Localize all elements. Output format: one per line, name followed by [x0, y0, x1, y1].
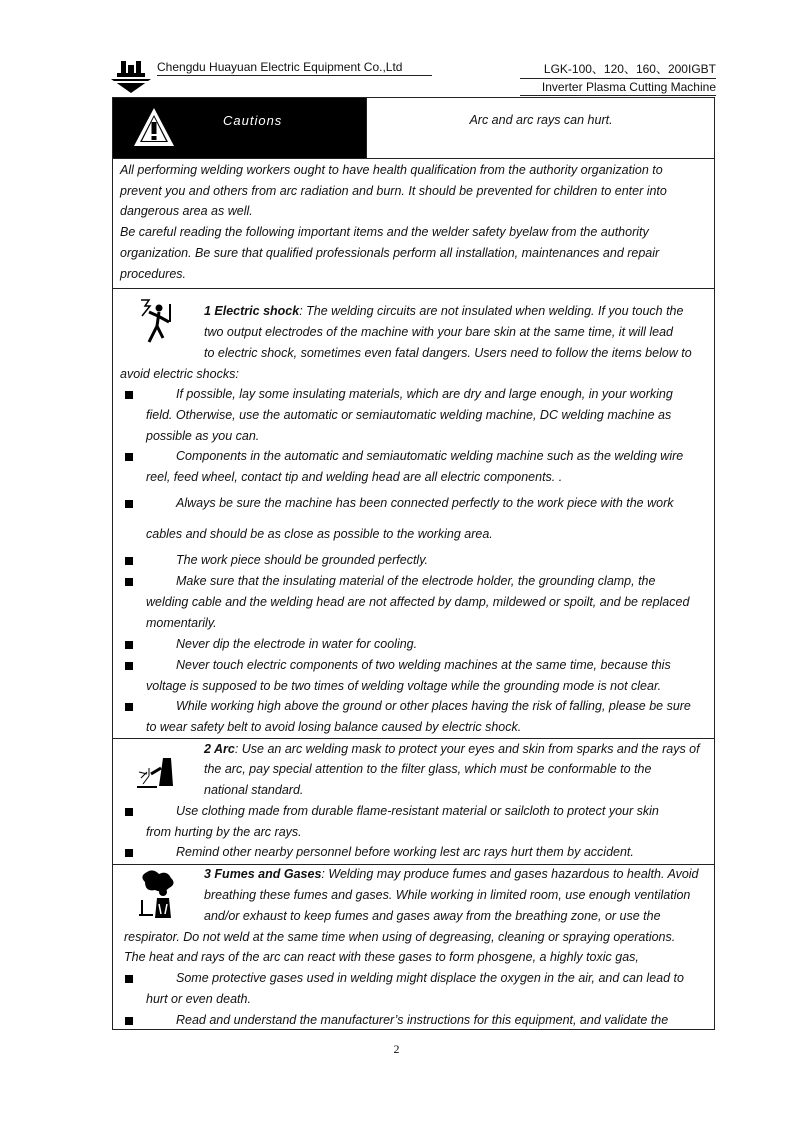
fumes-intro-text: : Welding may produce fumes and gases hazardous to health. Avoid — [321, 867, 699, 881]
bullet-text: The work piece should be grounded perfectly. — [176, 553, 429, 567]
bullet-marker — [125, 641, 133, 649]
arc-heading: 2 Arc — [204, 742, 235, 756]
intro-line: dangerous area as well. — [120, 204, 253, 218]
shock-heading: 1 Electric shock — [204, 304, 300, 318]
caution-banner — [113, 98, 367, 158]
shock-intro-text: : The welding circuits are not insulated when welding. If you touch the — [299, 304, 684, 318]
bullet-text: momentarily. — [146, 616, 217, 630]
bullet-text: Read and understand the manufacturer’s instructions for this equipment, and validate the — [176, 1013, 669, 1027]
bullet-text: field. Otherwise, use the automatic or semiautomatic welding machine, DC welding machine as — [146, 408, 672, 422]
intro-line: organization. Be sure that qualified professionals perform all installation, maintenances and repair — [120, 246, 660, 260]
bullet-marker — [125, 391, 133, 399]
intro-line: procedures. — [120, 267, 187, 281]
bullet-text: Use clothing made from durable flame-resistant material or sailcloth to protect your skin — [176, 804, 659, 818]
shock-line-1 — [204, 304, 683, 318]
arc-line: the arc, pay special attention to the filter glass, which must be conformable to the — [204, 762, 652, 776]
company-name: Chengdu Huayuan Electric Equipment Co.,Ltd — [157, 60, 432, 76]
page-number: 2 — [393, 1042, 400, 1056]
model-numbers: LGK-100、120、160、200IGBT — [520, 60, 716, 79]
bullet-marker — [125, 500, 133, 508]
product-name: Inverter Plasma Cutting Machine — [520, 80, 716, 96]
bullet-text: Never touch electric components of two welding machines at the same time, because this — [176, 658, 671, 672]
shock-line: avoid electric shocks: — [120, 367, 239, 381]
fumes-line: The heat and rays of the arc can react with these gases to form phosgene, a highly toxic gas, — [124, 950, 639, 964]
bullet-marker — [125, 557, 133, 565]
bullet-text: possible as you can. — [146, 429, 260, 443]
arc-line-1 — [204, 742, 700, 756]
bullet-text: cables and should be as close as possible to the working area. — [146, 527, 493, 541]
fumes-line: and/or exhaust to keep fumes and gases away from the breathing zone, or use the — [204, 909, 661, 923]
bullet-text: While working high above the ground or other places having the risk of falling, please be sure — [176, 699, 691, 713]
bullet-text: to wear safety belt to avoid losing balance caused by electric shock. — [146, 720, 522, 734]
fumes-line-1 — [204, 867, 699, 881]
fumes-heading: 3 Fumes and Gases — [204, 867, 322, 881]
section-divider — [113, 158, 714, 159]
fumes-icon — [137, 870, 179, 920]
bullet-text: Always be sure the machine has been connected perfectly to the work piece with the work — [176, 496, 674, 510]
fumes-line: respirator. Do not weld at the same time when using of degreasing, cleaning or spraying operations. — [124, 930, 676, 944]
electric-shock-icon — [135, 298, 177, 346]
bullet-text: If possible, lay some insulating materials, which are dry and large enough, in your working — [176, 387, 673, 401]
intro-line: All performing welding workers ought to have health qualification from the authority organization to — [120, 163, 663, 177]
section-divider — [113, 738, 714, 739]
bullet-text: voltage is supposed to be two times of welding voltage while the grounding mode is not clear. — [146, 679, 662, 693]
bullet-marker — [125, 662, 133, 670]
bullet-text: Make sure that the insulating material of the electrode holder, the grounding clamp, the — [176, 574, 656, 588]
arc-intro-text: : Use an arc welding mask to protect your eyes and skin from sparks and the rays of — [234, 742, 700, 756]
arc-line: national standard. — [204, 783, 304, 797]
fumes-line: breathing these fumes and gases. While working in limited room, use enough ventilation — [204, 888, 691, 902]
bullet-text: Never dip the electrode in water for cooling. — [176, 637, 418, 651]
bullet-marker — [125, 808, 133, 816]
company-logo — [111, 59, 151, 95]
caution-divider — [366, 98, 367, 158]
bullet-text: hurt or even death. — [146, 992, 251, 1006]
bullet-text: reel, feed wheel, contact tip and welding head are all electric components. . — [146, 470, 563, 484]
caution-title: Cautions — [223, 113, 283, 128]
warning-triangle-icon — [133, 106, 175, 148]
section-divider — [113, 288, 714, 289]
bullet-marker — [125, 849, 133, 857]
bullet-text: Remind other nearby personnel before working lest arc rays hurt them by accident. — [176, 845, 634, 859]
bullet-text: from hurting by the arc rays. — [146, 825, 302, 839]
intro-line: Be careful reading the following important items and the welder safety byelaw from the authority — [120, 225, 649, 239]
shock-line: two output electrodes of the machine with your bare skin at the same time, it will lead — [204, 325, 673, 339]
bullet-marker — [125, 1017, 133, 1025]
bullet-marker — [125, 578, 133, 586]
bullet-marker — [125, 453, 133, 461]
bullet-text: Components in the automatic and semiautomatic welding machine such as the welding wire — [176, 449, 684, 463]
bullet-text: Some protective gases used in welding might displace the oxygen in the air, and can lead to — [176, 971, 684, 985]
safety-page-frame — [112, 97, 715, 1030]
caution-message: Arc and arc rays can hurt. — [469, 113, 613, 127]
arc-welder-icon — [137, 754, 179, 790]
intro-line: prevent you and others from arc radiation and burn. It should be prevented for children to enter into — [120, 184, 667, 198]
bullet-marker — [125, 975, 133, 983]
bullet-text: welding cable and the welding head are not affected by damp, mildewed or spoilt, and be replaced — [146, 595, 690, 609]
shock-line: to electric shock, sometimes even fatal dangers. Users need to follow the items below to — [204, 346, 692, 360]
section-divider — [113, 864, 714, 865]
bullet-marker — [125, 703, 133, 711]
